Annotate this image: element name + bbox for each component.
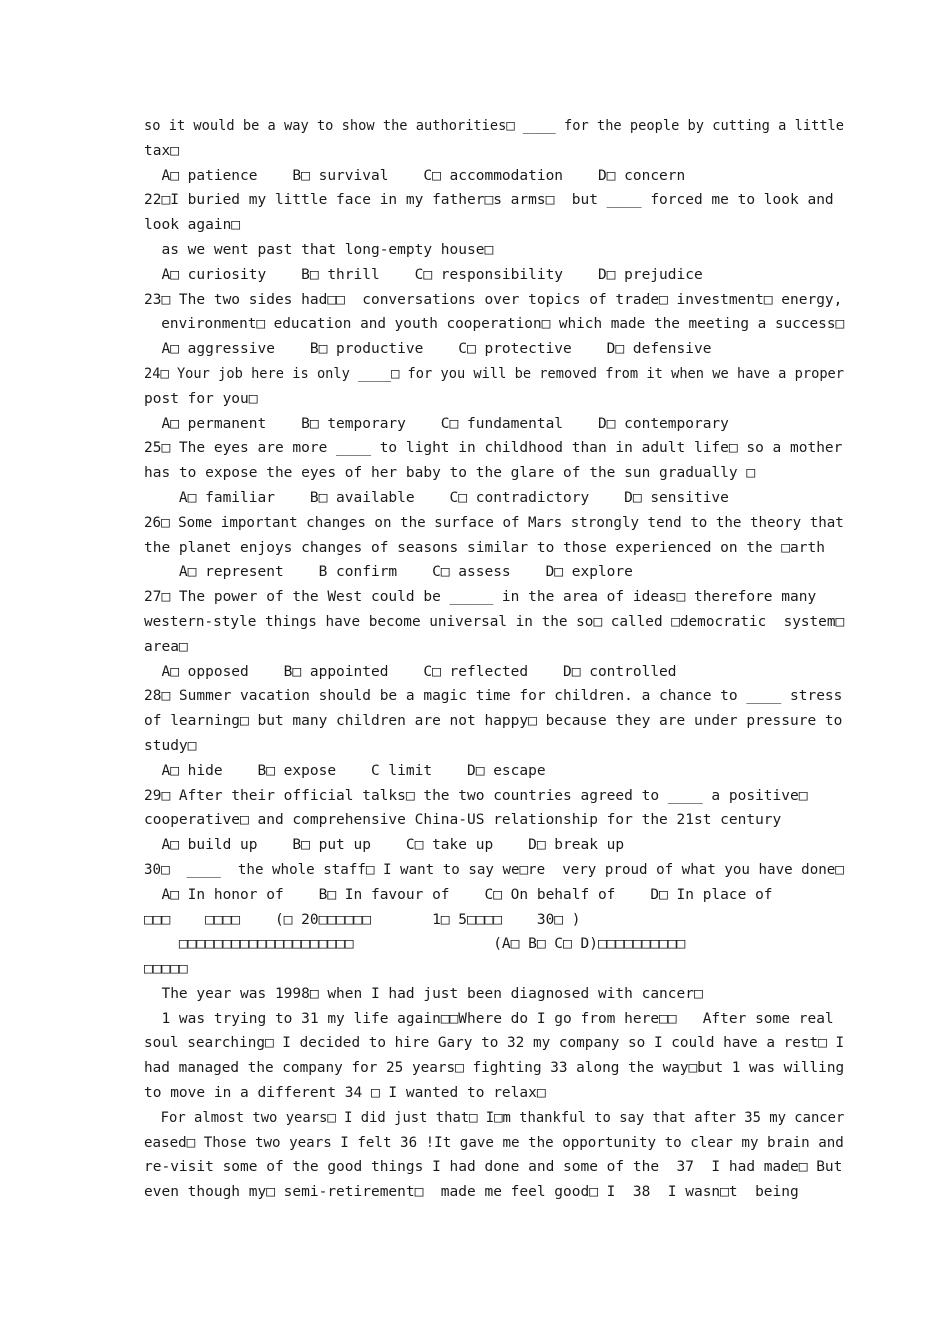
text-line: □□□□□□□□□□□□□□□□□□□□ (A□ B□ C□ D)□□□□□□□□□□ <box>144 936 686 953</box>
text-line: □□□□□ <box>144 961 188 978</box>
text-line: 25□ The eyes are more ____ to light in childhood than in adult life□ so a mother <box>144 440 843 457</box>
text-line: post for you□ <box>144 390 258 407</box>
text-line: A□ hide B□ expose C limit D□ escape <box>144 762 546 779</box>
text-line: 24□ Your job here is only ____□ for you will be removed from it when we have a proper <box>144 365 845 382</box>
text-line: A□ represent B confirm C□ assess D□ explore <box>144 564 633 581</box>
text-line: of learning□ but many children are not happy□ because they are under pressure to <box>144 713 843 730</box>
text-line: 29□ After their official talks□ the two countries agreed to ____ a positive□ <box>144 787 808 804</box>
text-line: 27□ The power of the West could be _____ in the area of ideas□ therefore many <box>144 589 817 606</box>
text-line: For almost two years□ I did just that□ I□m thankful to say that after 35 my cancer <box>144 1109 845 1126</box>
document-body <box>144 114 844 1205</box>
text-line: eased□ Those two years I felt 36 !It gave me the opportunity to clear my brain and <box>144 1134 844 1151</box>
text-line: A□ build up B□ put up C□ take up D□ break up <box>144 837 625 854</box>
text-line: western-style things have become universal in the so□ called □democratic system□ <box>144 613 845 630</box>
text-line: A□ curiosity B□ thrill C□ responsibility D□ prejudice <box>144 266 703 283</box>
text-line: A□ familiar B□ available C□ contradictory D□ sensitive <box>144 489 729 506</box>
text-line: □□□ □□□□ (□ 20□□□□□□ 1□ 5□□□□ 30□ ) <box>144 911 581 928</box>
text-line: 22□I buried my little face in my father□s arms□ but ____ forced me to look and <box>144 192 834 209</box>
text-line: tax□ <box>144 142 179 159</box>
text-line: cooperative□ and comprehensive China-US relationship for the 21st century <box>144 812 782 829</box>
text-line: 23□ The two sides had□□ conversations over topics of trade□ investment□ energy, <box>144 291 843 308</box>
text-line: The year was 1998□ when I had just been diagnosed with cancer□ <box>144 985 703 1002</box>
text-line: to move in a different 34 □ I wanted to relax□ <box>144 1085 546 1102</box>
text-line: has to expose the eyes of her baby to the glare of the sun gradually □ <box>144 465 756 482</box>
text-line: so it would be a way to show the authorities□ ____ for the people by cutting a little <box>144 118 845 134</box>
text-line: A□ patience B□ survival C□ accommodation D□ concern <box>144 167 686 184</box>
text-line: as we went past that long-empty house□ <box>144 241 494 258</box>
text-line: even though my□ semi-retirement□ made me feel good□ I 38 I wasn□t being <box>144 1184 799 1201</box>
text-line: had managed the company for 25 years□ fighting 33 along the way□but 1 was willing <box>144 1060 845 1077</box>
text-line: A□ aggressive B□ productive C□ protective D□ defensive <box>144 341 712 358</box>
text-line: environment□ education and youth cooperation□ which made the meeting a success□ <box>144 316 845 333</box>
text-line: study□ <box>144 737 197 754</box>
text-line: the planet enjoys changes of seasons similar to those experienced on the □arth <box>144 539 825 556</box>
text-line: 30□ ____ the whole staff□ I want to say we□re very proud of what you have done□ <box>144 861 844 878</box>
text-line: 26□ Some important changes on the surface of Mars strongly tend to the theory that <box>144 514 844 531</box>
text-line: A□ opposed B□ appointed C□ reflected D□ controlled <box>144 663 677 680</box>
text-line: soul searching□ I decided to hire Gary to 32 my company so I could have a rest□ I <box>144 1035 845 1052</box>
text-line: A□ permanent B□ temporary C□ fundamental D□ contemporary <box>144 415 729 432</box>
text-line: A□ In honor of B□ In favour of C□ On behalf of D□ In place of <box>144 886 773 903</box>
text-line: look again□ <box>144 217 241 234</box>
text-line: 1 was trying to 31 my life again□□Where do I go from here□□ After some real <box>144 1010 834 1027</box>
text-line: area□ <box>144 638 188 655</box>
text-line: re-visit some of the good things I had done and some of the 37 I had made□ But <box>144 1159 843 1176</box>
text-line: 28□ Summer vacation should be a magic time for children. a chance to ____ stress <box>144 688 843 705</box>
